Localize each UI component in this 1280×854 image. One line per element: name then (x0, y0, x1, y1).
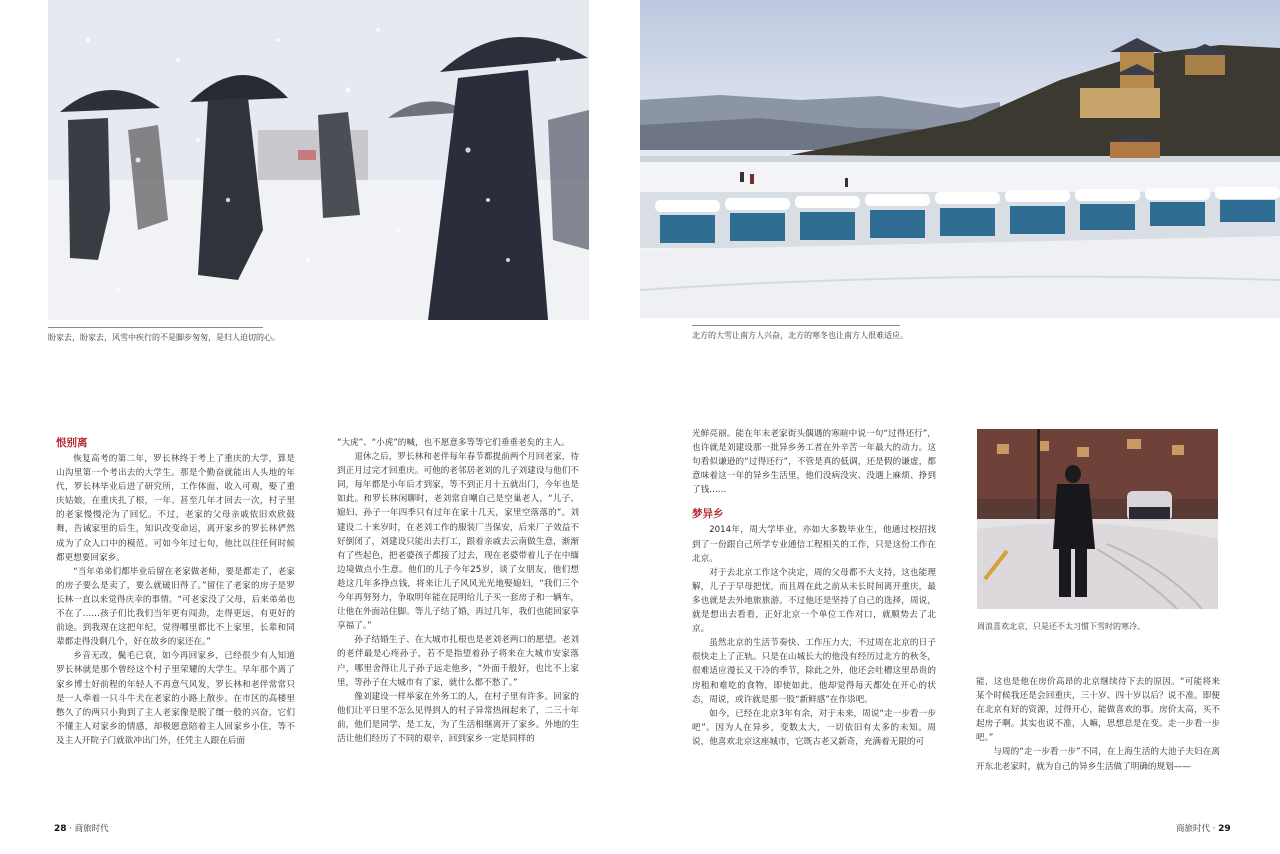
photo-caption: 周浪喜欢北京，只是还不太习惯下雪时的寒冷。 (977, 622, 1145, 631)
paragraph: 像刘建设一样举家在外务工的人，在村子里有许多。回家的他们让平日里不怎么见得到人的村子异常热闹起来了，二三十年前，他们是同学、是工友，为了生活相继离开了家乡。外地的生活让他们经历了不同的艰辛，回到家乡一定是同样的 (337, 691, 579, 744)
paragraph: 能，这也是他在房价高昂的北京继续待下去的原因。“可能将来某个时候我还是会回重庆，三十岁、四十岁以后？说不准。即便在北京有好的资源，过得开心，能做喜欢的事。房价太高，买不起房子啊。其实也说不准，人嘛，思想总是在变。走一步看一步吧。” (976, 677, 1220, 744)
paragraph: 退休之后，罗长林和老伴每年春节都提前两个月回老家，待到正月过完才回重庆。可他的老邻居老刘的儿子刘建设与他们不同，每年都是小年后才到家，等不到正月十五就出门，今年也是如此。和罗长林闲聊时，老刘常自嘲自己是空巢老人，“儿子、媳妇、孙子一年四季只有过年在家十几天，家里空落落的”。刘建设二十来岁时，在老刘工作的服装厂当保安，后来厂子效益不好倒闭了，刘建设只能出去打工，跟着亲戚去云南做生意，渐渐有了些起色，把老婆孩子都接了过去，现在老婆带着儿子在中缅边境做点小生意。他们的儿子今年25岁，谈了女朋友，他们想趁这几年多挣点钱，将来让儿子风风光光地娶媳妇，“我们三个今年再努努力，争取明年能在昆明给儿子买一套房子和一辆车，让他在外面站住脚。等儿子结了婚，再过几年，我们也能回家享享福了。” (337, 452, 579, 632)
caption-rule (692, 325, 900, 326)
night-snow-walker-photo (977, 429, 1218, 609)
snow-umbrellas-photo (48, 0, 589, 320)
magazine-name: 商旅时代 (1176, 824, 1211, 834)
photo-caption: 盼家去，盼家去，风雪中疾行的不是脚步匆匆，是归人迫切的心。 (48, 333, 280, 342)
article-column-1 (56, 436, 295, 811)
paragraph: 虽然北京的生活节奏快、工作压力大，不过周在北京的日子很快走上了正轨。只是在山城长大的他没有经历过北方的秋冬，很难适应漫长又干冷的季节，除此之外，他还会吐槽这里昂贵的房租和难吃的食物，即使如此，他却觉得每天都处在开心的状态，周说，或许就是那一股“新鲜感”在作祟吧。 (692, 638, 936, 705)
paragraph: 2014年，周大学毕业，亦如大多数毕业生，他通过校招找到了一份跟自己所学专业通信工程相关的工作，只是这份工作在北京。 (692, 525, 936, 564)
section-heading: 恨别离 (56, 437, 88, 449)
article-column-4 (976, 675, 1220, 811)
folio-right (1176, 822, 1231, 834)
paragraph: 孙子结婚生子、在大城市扎根也是老刘老两口的愿望。老刘的老伴最是心疼孙子，若不是指望着孙子将来在大城市安家落户，哪里舍得让儿子孙子远走他乡，“外面千般好，也比不上家里，等孙子在大城市有了家，就什么都不愁了。” (337, 635, 579, 688)
page-number: 29 (1218, 824, 1231, 834)
summer-palace-photo (640, 0, 1280, 318)
folio-separator: · (1212, 824, 1216, 834)
paragraph: 如今，已经在北京3年有余，对于未来，周说“走一步看一步吧”。因为人在异乡，变数太大，一切依旧有太多的未知。周说，他喜欢北京这座城市，它既古老又新奇，充满着无限的可 (692, 708, 936, 747)
magazine-name: 商旅时代 (74, 824, 109, 834)
article-column-2 (337, 436, 579, 811)
paragraph: 对于去北京工作这个决定，周的父母都不大支持，这也能理解，儿子于早母把忧，而且周在此之前从未长时间离开重庆，最多也就是去外地旅旅游。不过他还是坚持了自己的选择，周说，就是想出去看看，正好北京一个单位工作对口，就顺势去了北京。 (692, 567, 936, 635)
caption-rule (48, 327, 263, 328)
article-column-3 (692, 427, 936, 811)
paragraph: 与周的“走一步看一步”不同，在上海生活的大池子夫妇在离开东北老家时，就为自己的异乡生活做了明确的规划—— (976, 747, 1220, 772)
paragraph: “大虎”、“小虎”的喊，也不愿意多等等它们垂垂老矣的主人。 (337, 438, 570, 448)
page-number: 28 (54, 824, 67, 834)
paragraph: 恢复高考的第二年，罗长林终于考上了重庆的大学，算是山沟里第一个考出去的大学生。那是个勤奋就能出人头地的年代，罗长林毕业后进了研究所，工作体面、收入可观，娶了重庆姑娘，在重庆扎了根，一年、甚至几年才回去一次，村子里的老家慢慢沦为了回忆。不过，老家的父母亲戚依旧欢欣鼓舞，告诫家里的后生，知识改变命运，离开家乡的罗长林俨然成为了众人口中的模范。可如今年过七旬，他比以往任何时候都更想要回家乡。 (56, 454, 295, 563)
paragraph: 乡音无改，鬓毛已衰，如今再回家乡，已经很少有人知道罗长林就是那个曾经这个村子里荣耀的大学生。早年那个离了家乡博士好前程的年轻人不再意气风发，罗长林和老伴常常只是一人牵着一只斗牛犬在老家的小路上散步。在市区的高楼里憋久了的两只小狗到了主人老家像是脱了缰一般的兴奋，它们不懂主人对家乡的情感，却极愿意陪着主人回家乡小住，等不及主人开院子门就欲冲出门外，任凭主人跟在后面 (56, 651, 295, 746)
folio-separator: · (69, 824, 72, 834)
paragraph: 光鲜亮丽。能在年末老家街头偶遇的寒暄中说一句“过得还行”，也许就是刘建设那一批异乡务工者在外辛苦一年最大的动力。这句看似谦逊的“过得还行”，不管是真的低调，还是假的谦虚，都意味着这一年的异乡生活里，他们没病没灾、没遇上麻烦、挣到了钱…… (692, 429, 936, 496)
folio-left (54, 822, 109, 834)
paragraph: “当年弟弟们都毕业后留在老家做老师，要是都走了，老家的房子要么是卖了，要么就破旧得了。”留住了老家的房子是罗长林一直以来觉得庆幸的事情。“可老家没了父母，后来弟弟也不在了……孩子们比我们当年更有闯劲，走得更远，有更好的前途。到我现在这把年纪，觉得哪里都比不上家里，长辈和同辈都走得没剩几个，好在故乡的家还在。” (56, 566, 295, 648)
photo-caption: 北方的大雪让南方人兴奋，北方的寒冬也让南方人很难适应。 (692, 331, 908, 340)
section-heading: 梦异乡 (692, 508, 724, 521)
